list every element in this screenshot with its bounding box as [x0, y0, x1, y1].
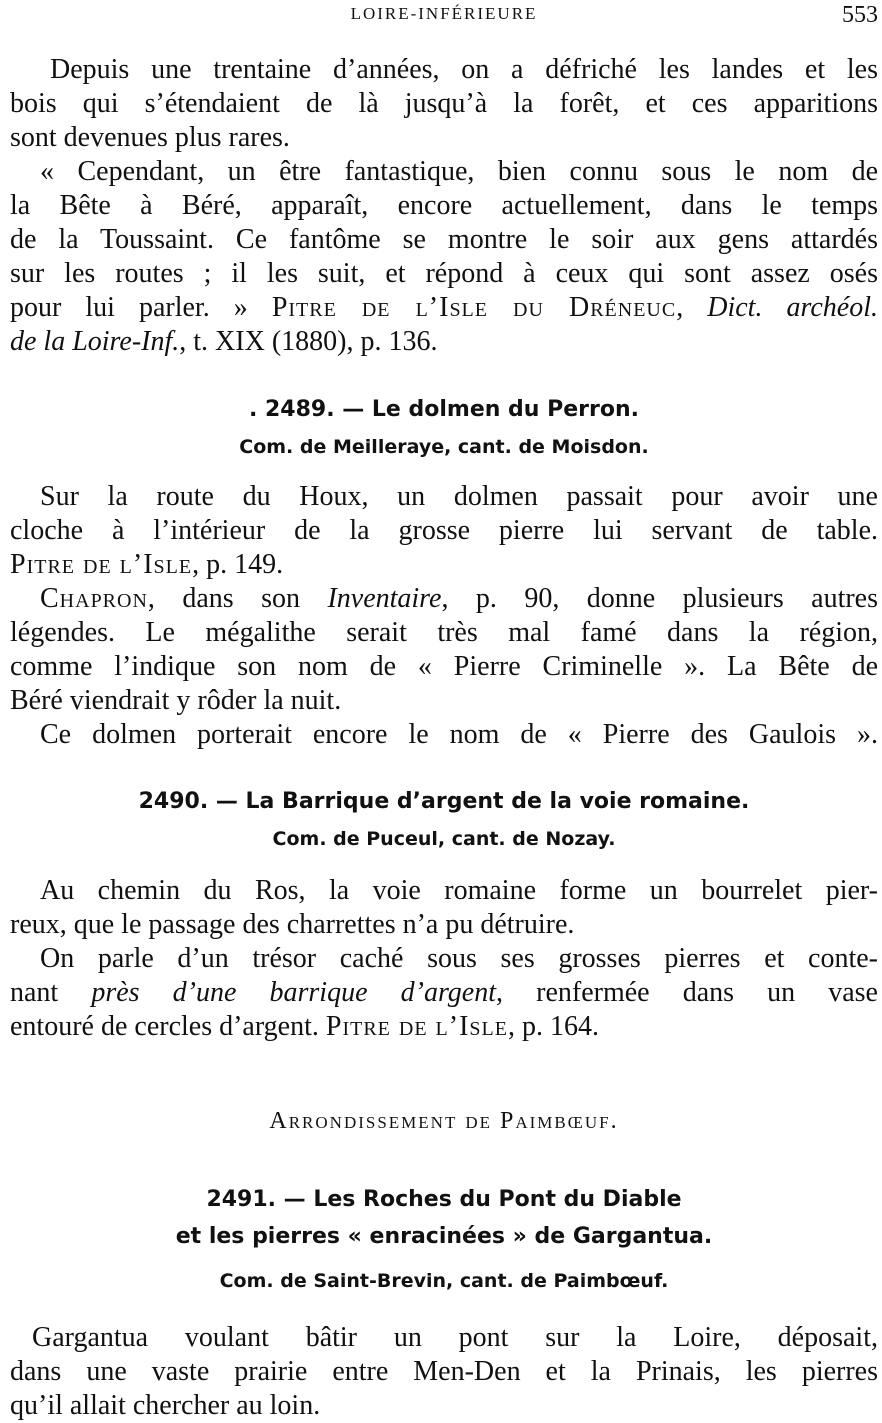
text-line	[10, 1010, 878, 1044]
text-fragment: , p. 149.	[192, 549, 284, 580]
paragraph-2489-a	[10, 480, 878, 582]
text-line: On parle d’un trésor caché sous ses grosses pierres et conte-	[40, 943, 878, 974]
paragraph-bete-a-bere	[10, 155, 878, 359]
text-fragment: nant	[10, 977, 92, 1008]
citation-author: Pitre de l’Isle	[325, 1011, 508, 1042]
running-head	[10, 2, 878, 28]
running-title: LOIRE-INFÉRIEURE	[350, 4, 538, 23]
text-line: sur les routes ; il les suit, et répond à ceux qui sont assez osés	[10, 258, 878, 289]
text-line	[10, 548, 878, 582]
text-fragment: , p. 90, donne plusieurs autres	[441, 583, 878, 614]
text-line: Ce dolmen porterait encore le nom de « Pierre des Gaulois ».	[40, 719, 878, 750]
entry-title-2491-cont: et les pierres « enracinées » de Gargantua.	[175, 1224, 713, 1249]
text-line: qu’il allait chercher au loin.	[10, 1390, 321, 1421]
paragraph-2491	[10, 1321, 878, 1423]
text-line: « Cependant, un être fantastique, bien connu sous le nom de	[40, 156, 878, 187]
text-line: la Bête à Béré, apparaît, encore actuellement, dans le temps	[10, 190, 878, 221]
text-line: dans une vaste prairie entre Men-Den et la Prinais, les pierres	[10, 1356, 878, 1387]
text-fragment: pour lui parler. »	[10, 292, 272, 323]
text-line: de la Toussaint. Ce fantôme se montre le soir aux gens attardés	[10, 224, 878, 255]
text-line	[10, 976, 878, 1010]
text-line: Béré viendrait y rôder la nuit.	[10, 685, 342, 716]
text-fragment: , renfermée dans un vase	[496, 977, 878, 1008]
paragraph-intro	[10, 53, 878, 155]
entry-location-2491: Com. de Saint-Brevin, cant. de Paimbœuf.	[219, 1270, 669, 1292]
text-fragment: , t. XIX (1880), p. 136.	[179, 326, 438, 357]
text-line	[10, 582, 878, 616]
text-line	[10, 325, 878, 359]
text-line: bois qui s’étendaient de là jusqu’à la forêt, et ces apparitions	[10, 88, 878, 119]
paragraph-2489-b	[10, 582, 878, 718]
entry-title-2491: 2491. — Les Roches du Pont du Diable	[206, 1187, 682, 1212]
section-heading-arrondissement: Arrondissement de Paimbœuf.	[269, 1108, 619, 1134]
paragraph-2490-a	[10, 874, 878, 942]
citation-work-cont: de la Loire-Inf.	[10, 326, 180, 357]
text-line: Gargantua voulant bâtir un pont sur la Loire, déposait,	[32, 1322, 878, 1353]
citation-work: Dict. archéol.	[707, 292, 878, 323]
text-line: sont devenues plus rares.	[10, 122, 290, 153]
text-line: reux, que le passage des charrettes n’a pu détruire.	[10, 909, 575, 940]
text-line: Au chemin du Ros, la voie romaine forme un bourrelet pier-	[40, 875, 878, 906]
text-fragment: ,	[676, 292, 708, 323]
text-fragment: entouré de cercles d’argent.	[10, 1011, 326, 1042]
text-fragment: , p. 164.	[507, 1011, 599, 1042]
text-fragment: , dans son	[147, 583, 328, 614]
entry-title-2489: . 2489. — Le dolmen du Perron.	[248, 397, 640, 422]
text-line: cloche à l’intérieur de la grosse pierre lui servant de table.	[10, 515, 878, 546]
citation-author: Pitre de l’Isle du Dréneuc	[271, 292, 677, 323]
entry-location-2489: Com. de Meilleraye, cant. de Moisdon.	[239, 436, 649, 458]
citation-author: Chapron	[40, 583, 148, 614]
text-line	[10, 291, 878, 325]
citation-work: Inventaire	[327, 583, 442, 614]
paragraph-2489-c	[10, 718, 878, 752]
text-line: Depuis une trentaine d’années, on a défriché les landes et les	[50, 54, 878, 85]
entry-title-2490: 2490. — La Barrique d’argent de la voie romaine.	[138, 789, 750, 814]
emphasis: près d’une barrique d’argent	[91, 977, 497, 1008]
entry-location-2490: Com. de Puceul, cant. de Nozay.	[272, 828, 616, 850]
paragraph-2490-b	[10, 942, 878, 1044]
citation-author: Pitre de l’Isle	[10, 549, 193, 580]
text-line: Sur la route du Houx, un dolmen passait pour avoir une	[40, 481, 878, 512]
text-line: comme l’indique son nom de « Pierre Criminelle ». La Bête de	[10, 651, 878, 682]
page-number: 553	[842, 2, 878, 28]
text-line: légendes. Le mégalithe serait très mal famé dans la région,	[10, 617, 878, 648]
